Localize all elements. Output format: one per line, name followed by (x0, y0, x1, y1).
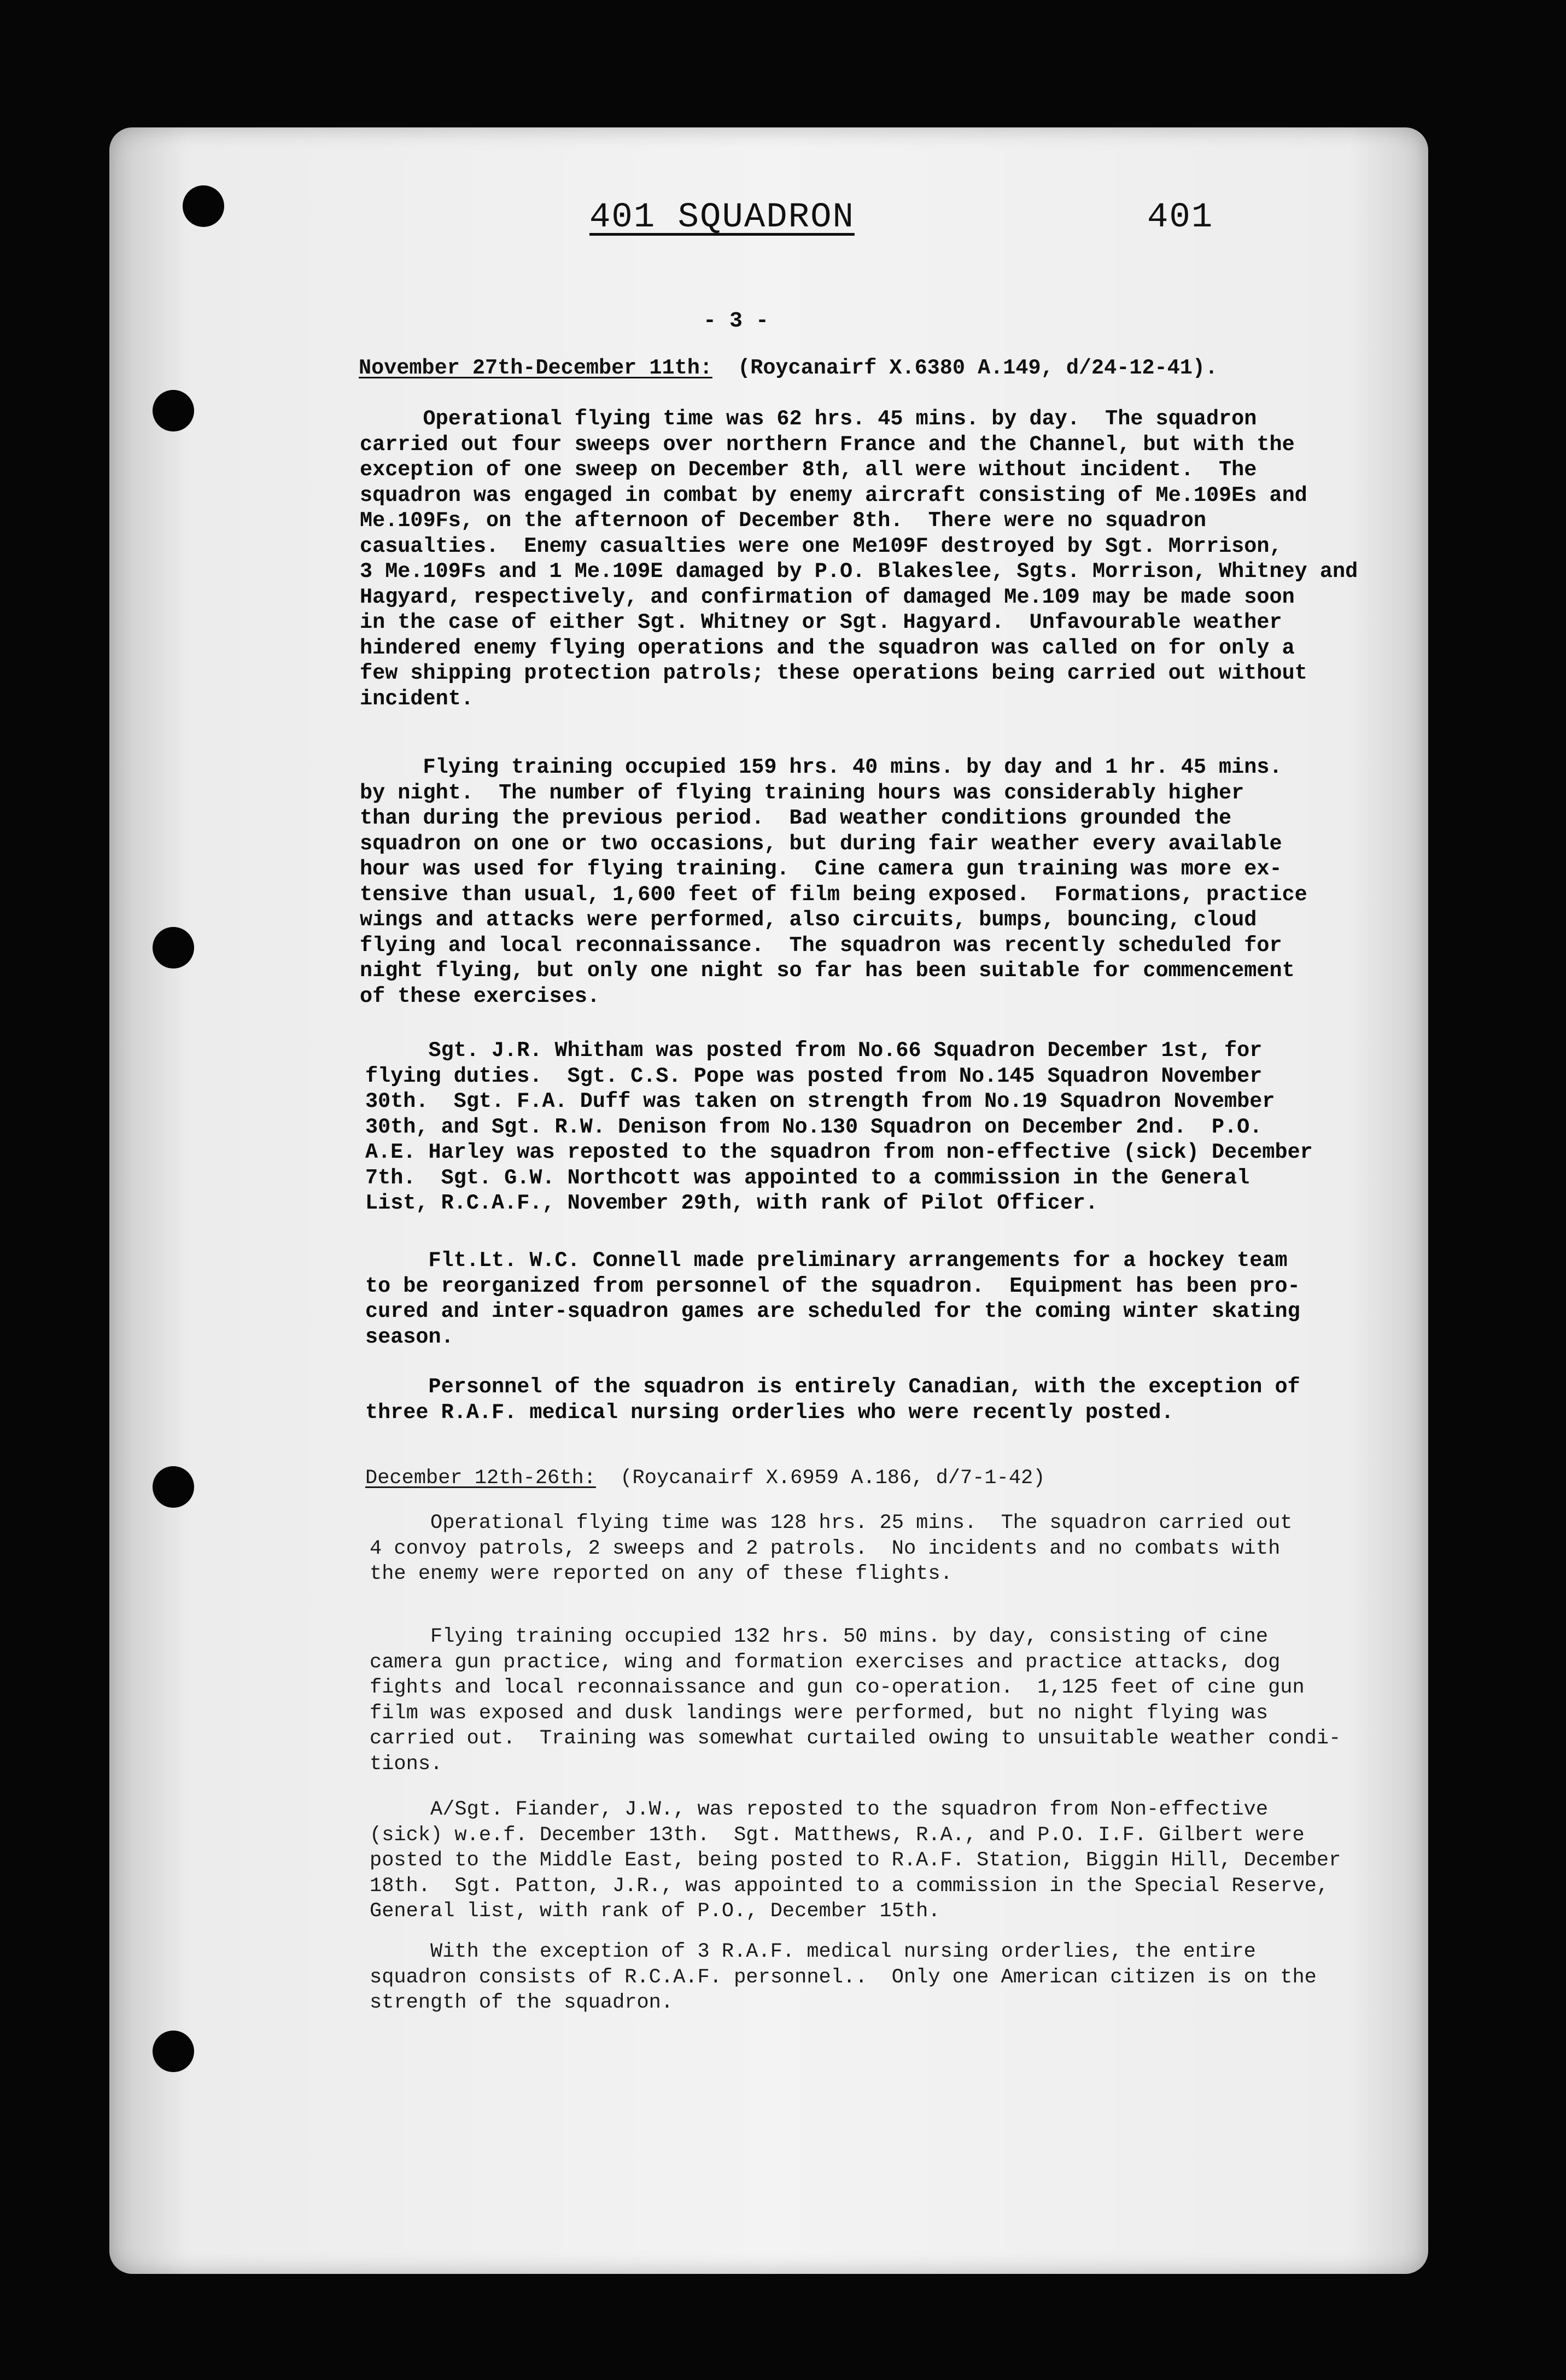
text-line: fights and local reconnaissance and gun co-operation. 1,125 feet of cine gun (370, 1676, 1305, 1699)
text-line: casualties. Enemy casualties were one Me109F destroyed by Sgt. Morrison, (360, 534, 1282, 558)
section1-reference: (Roycanairf X.6380 A.149, d/24-12-41). (738, 356, 1218, 380)
punch-hole-4 (153, 1466, 194, 1508)
text-line: of these exercises. (360, 984, 600, 1008)
text-line: 18th. Sgt. Patton, J.R., was appointed to a commission in the Special Reserve, (370, 1874, 1329, 1898)
text-line: 30th. Sgt. F.A. Duff was taken on strength from No.19 Squadron November (365, 1089, 1275, 1113)
punch-hole-2 (153, 390, 194, 431)
text-line: Operational flying time was 62 hrs. 45 mins. by day. The squadron (360, 407, 1257, 431)
text-line: A/Sgt. Fiander, J.W., was reposted to the squadron from Non-effective (370, 1798, 1269, 1821)
document-title: 401 SQUADRON (589, 198, 855, 237)
text-line: tions. (370, 1752, 443, 1776)
text-line: Flying training occupied 132 hrs. 50 mins. by day, consisting of cine (370, 1625, 1269, 1648)
text-line: carried out. Training was somewhat curtailed owing to unsuitable weather condi- (370, 1727, 1341, 1750)
text-line: few shipping protection patrols; these operations being carried out without (360, 661, 1307, 685)
section1-paragraph-5 (365, 1374, 1300, 1425)
text-line: to be reorganized from personnel of the squadron. Equipment has been pro- (365, 1274, 1300, 1298)
punch-hole-1 (183, 185, 224, 227)
text-line: With the exception of 3 R.A.F. medical nursing orderlies, the entire (370, 1940, 1256, 1963)
text-line: film was exposed and dusk landings were performed, but no night flying was (370, 1701, 1269, 1725)
section1-date-range: November 27th-December 11th: (359, 356, 712, 380)
text-line: hindered enemy flying operations and the squadron was called on for only a (360, 635, 1295, 660)
text-line: three R.A.F. medical nursing orderlies who were recently posted. (365, 1400, 1174, 1425)
text-line: flying and local reconnaissance. The squadron was recently scheduled for (360, 933, 1282, 958)
punch-hole-3 (153, 927, 194, 969)
section2-paragraph-2 (370, 1624, 1341, 1777)
text-line: exception of one sweep on December 8th, all were without incident. The (360, 458, 1257, 482)
section1-paragraph-4 (365, 1248, 1300, 1350)
section2-paragraph-3 (370, 1797, 1341, 1924)
text-line: carried out four sweeps over northern France and the Channel, but with the (360, 432, 1295, 457)
text-line: by night. The number of flying training hours was considerably higher (360, 780, 1244, 805)
text-line: (sick) w.e.f. December 13th. Sgt. Matthews, R.A., and P.O. I.F. Gilbert were (370, 1823, 1305, 1847)
section1-paragraph-2 (360, 755, 1307, 1009)
text-line: Personnel of the squadron is entirely Canadian, with the exception of (365, 1375, 1300, 1399)
text-line: Me.109Fs, on the afternoon of December 8th. There were no squadron (360, 509, 1206, 533)
text-line: strength of the squadron. (370, 1991, 674, 2014)
section2-heading (365, 1466, 1045, 1491)
text-line: General list, with rank of P.O., December 15th. (370, 1900, 940, 1923)
page-marker: - 3 - (703, 309, 769, 334)
text-line: Flt.Lt. W.C. Connell made preliminary arrangements for a hockey team (365, 1249, 1288, 1273)
text-line: incident. (360, 686, 474, 711)
text-line: night flying, but only one night so far has been suitable for commencement (360, 959, 1295, 983)
text-line: wings and attacks were performed, also circuits, bumps, bouncing, cloud (360, 908, 1257, 932)
text-line: 7th. Sgt. G.W. Northcott was appointed to a commission in the General (365, 1165, 1250, 1190)
text-line: Flying training occupied 159 hrs. 40 mins. by day and 1 hr. 45 mins. (360, 755, 1282, 779)
section1-heading (359, 355, 1218, 381)
section1-paragraph-3 (365, 1038, 1313, 1216)
text-line: List, R.C.A.F., November 29th, with rank of Pilot Officer. (365, 1191, 1098, 1215)
text-line: hour was used for flying training. Cine camera gun training was more ex- (360, 857, 1282, 881)
text-line: Sgt. J.R. Whitham was posted from No.66 Squadron December 1st, for (365, 1039, 1263, 1063)
punch-hole-5 (153, 2031, 194, 2072)
text-line: posted to the Middle East, being posted to R.A.F. Station, Biggin Hill, December (370, 1849, 1341, 1872)
text-line: flying duties. Sgt. C.S. Pope was posted from No.145 Squadron November (365, 1064, 1263, 1088)
text-line: A.E. Harley was reposted to the squadron from non-effective (sick) December (365, 1140, 1313, 1164)
text-line: 3 Me.109Fs and 1 Me.109E damaged by P.O. Blakeslee, Sgts. Morrison, Whitney and (360, 559, 1358, 584)
text-line: tensive than usual, 1,600 feet of film being exposed. Formations, practice (360, 882, 1307, 907)
squadron-number: 401 (1147, 198, 1214, 237)
text-line: squadron consists of R.C.A.F. personnel.. Only one American citizen is on the (370, 1965, 1317, 1989)
text-line: camera gun practice, wing and formation exercises and practice attacks, dog (370, 1650, 1281, 1674)
text-line: in the case of either Sgt. Whitney or Sgt. Hagyard. Unfavourable weather (360, 610, 1282, 634)
section2-date-range: December 12th-26th: (365, 1467, 596, 1490)
text-line: the enemy were reported on any of these flights. (370, 1562, 953, 1585)
text-line: 4 convoy patrols, 2 sweeps and 2 patrols. No incidents and no combats with (370, 1537, 1281, 1560)
text-line: squadron was engaged in combat by enemy aircraft consisting of Me.109Es and (360, 483, 1307, 508)
text-line: season. (365, 1325, 454, 1349)
text-line: squadron on one or two occasions, but during fair weather every available (360, 831, 1282, 856)
section2-paragraph-1 (370, 1510, 1292, 1587)
text-line: cured and inter-squadron games are scheduled for the coming winter skating (365, 1299, 1300, 1323)
text-line: than during the previous period. Bad weather conditions grounded the (360, 806, 1232, 830)
section1-paragraph-1 (360, 406, 1358, 711)
text-line: Hagyard, respectively, and confirmation of damaged Me.109 may be made soon (360, 585, 1295, 609)
section2-reference: (Roycanairf X.6959 A.186, d/7-1-42) (620, 1467, 1045, 1490)
text-line: Operational flying time was 128 hrs. 25 mins. The squadron carried out (370, 1512, 1293, 1535)
text-line: 30th, and Sgt. R.W. Denison from No.130 Squadron on December 2nd. P.O. (365, 1115, 1263, 1139)
section2-paragraph-4 (370, 1939, 1317, 2016)
